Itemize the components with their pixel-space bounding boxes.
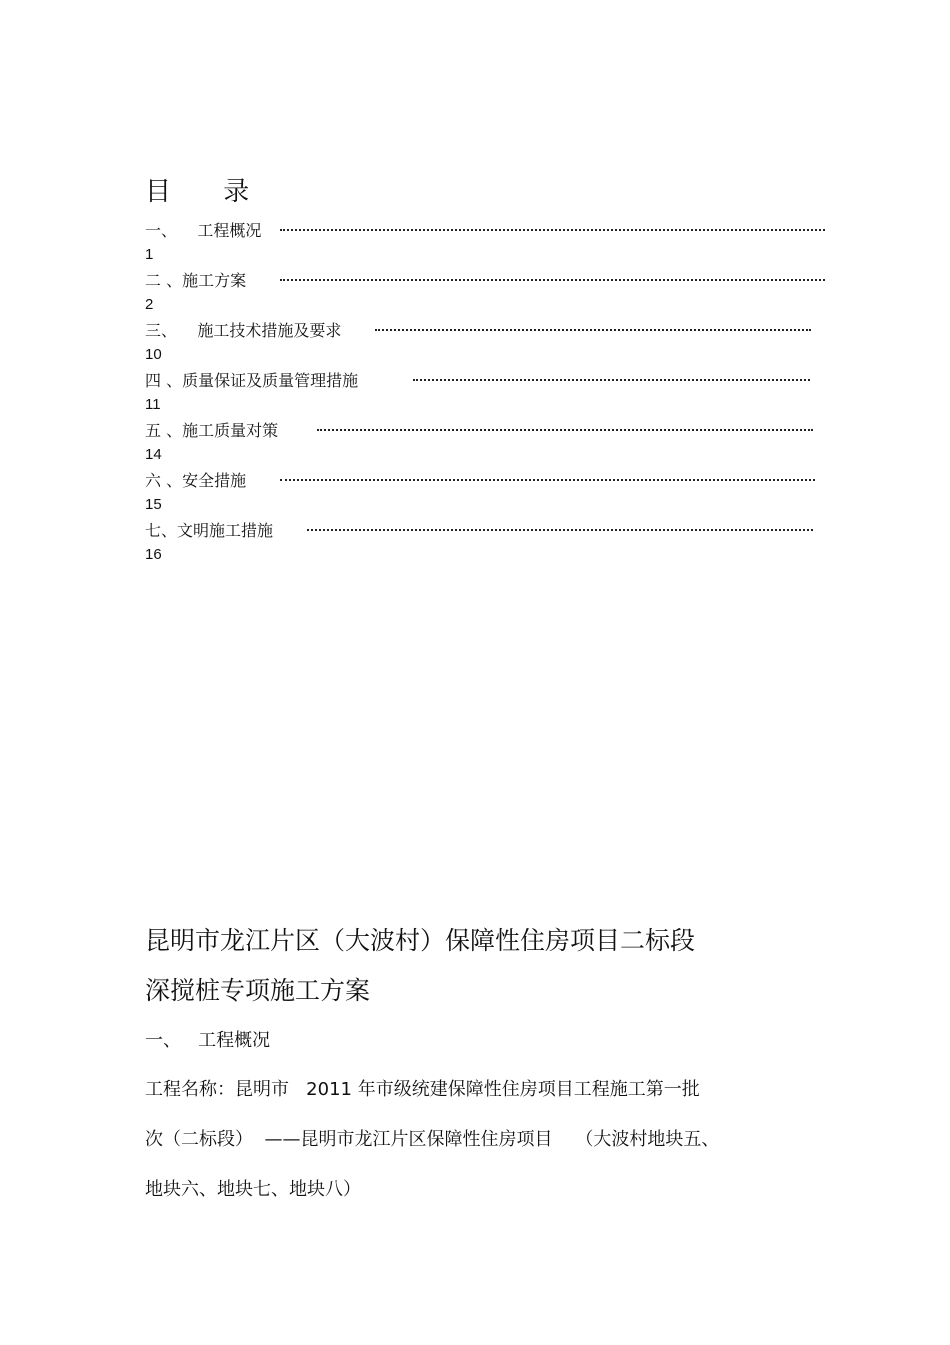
document-title-line-1: 昆明市龙江片区（大波村）保障性住房项目二标段: [145, 926, 696, 955]
toc-entry-4[interactable]: [145, 370, 810, 420]
toc-leader-dots: [280, 479, 815, 481]
toc-entry-page: 11: [145, 396, 161, 413]
toc-entry-page: 14: [145, 446, 162, 463]
toc-entry-label: 六 、安全措施: [145, 471, 247, 490]
toc-leader-dots: [280, 229, 825, 231]
toc-entry-label: 七、文明施工措施: [145, 521, 274, 540]
body-line-2: 次（二标段） ——昆明市龙江片区保障性住房项目 （大波村地块五、: [145, 1129, 720, 1150]
toc-entry-3[interactable]: [145, 320, 811, 370]
toc-entry-label: 一、 工程概况: [145, 221, 262, 240]
toc-entry-page: 1: [145, 246, 154, 263]
toc-entry-page: 16: [145, 546, 162, 563]
toc-entry-page: 10: [145, 346, 162, 363]
toc-title: 目 录: [145, 177, 272, 207]
toc-entry-label: 四 、质量保证及质量管理措施: [145, 371, 359, 390]
toc-entry-5[interactable]: [145, 420, 813, 470]
document-title-line-2: 深搅桩专项施工方案: [145, 976, 371, 1005]
toc-entry-label: 五 、施工质量对策: [145, 421, 279, 440]
toc-leader-dots: [317, 429, 813, 431]
toc-entry-2[interactable]: [145, 270, 825, 320]
toc-entry-6[interactable]: [145, 470, 815, 520]
toc-leader-dots: [413, 379, 810, 381]
toc-entry-page: 2: [145, 296, 154, 313]
toc-leader-dots: [375, 329, 811, 331]
toc-entry-page: 15: [145, 496, 162, 513]
toc-entry-1[interactable]: [145, 220, 825, 270]
body-line-1: 工程名称：昆明市 2011 年市级统建保障性住房项目工程施工第一批: [145, 1079, 700, 1100]
toc-entry-label: 三、 施工技术措施及要求: [145, 321, 342, 340]
toc-leader-dots: [307, 529, 813, 531]
body-line-3: 地块六、地块七、地块八）: [145, 1179, 361, 1200]
section-heading-overview: 一、 工程概况: [145, 1030, 271, 1051]
toc-entry-7[interactable]: [145, 520, 813, 570]
toc-entry-label: 二 、施工方案: [145, 271, 247, 290]
toc-leader-dots: [280, 279, 825, 281]
